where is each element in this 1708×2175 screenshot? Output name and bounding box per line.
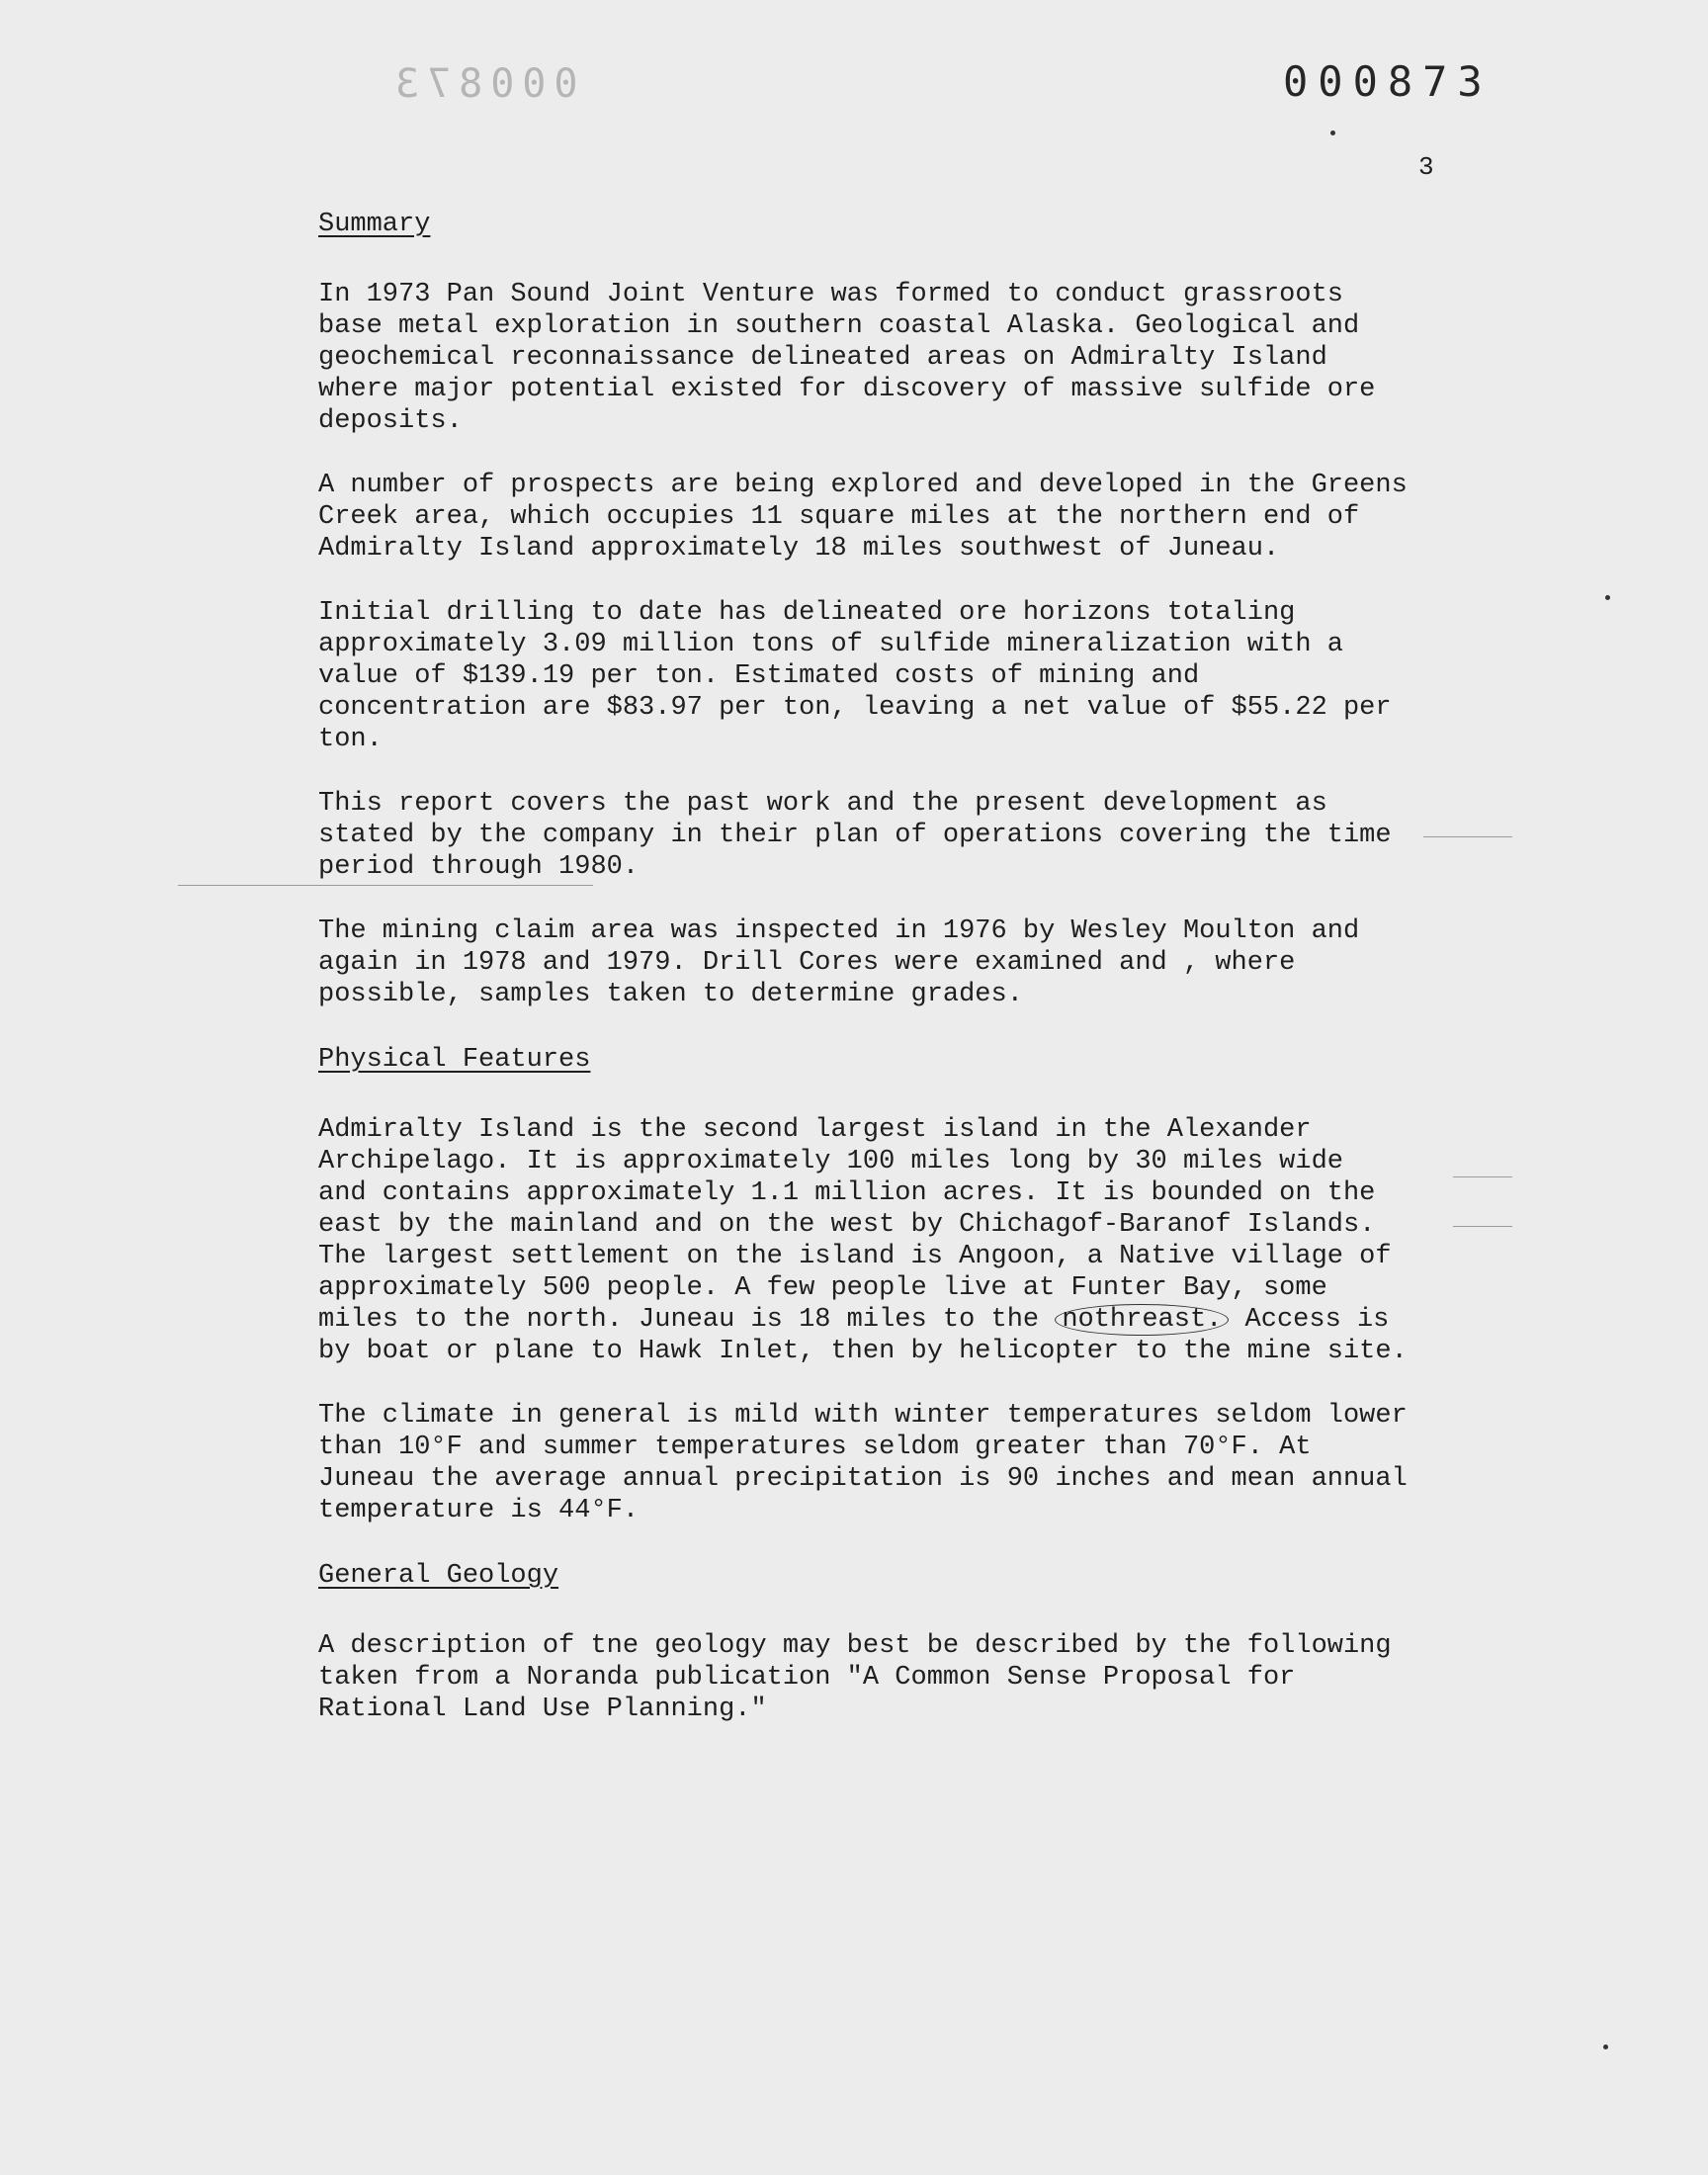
- page-number: 3: [1418, 152, 1434, 182]
- scan-artifact-line: [1453, 1176, 1512, 1177]
- bates-number: 000873: [1283, 57, 1493, 106]
- paragraph-text: Admiralty Island is the second largest island in the Alexander Archipelago. It is approximately 100 miles long by 30 miles wide and contains approximately 1.1 million acres. It is bounded on the east by the mainland and on the west by Chichagof-Baranof Islands. The largest settlement on the island is Angoon, a Native village of approximately 500 people. A few people live at Funter Bay, some miles to the north. Juneau is 18 miles to the: [318, 1115, 1392, 1335]
- document-body: [318, 208, 1435, 1758]
- summary-paragraph-2: A number of prospects are being explored and developed in the Greens Creek area, which occupies 11 square miles at the northern end of Admiralty Island approximately 18 miles southwest of Juneau.: [318, 471, 1408, 564]
- scan-speck: [1603, 2044, 1608, 2049]
- scan-speck: [1330, 130, 1335, 135]
- paragraph-text: Access is by boat or plane to Hawk Inlet, then by helicopter to the mine site.: [318, 1305, 1408, 1366]
- circled-word: nothreast.: [1055, 1304, 1229, 1336]
- physical-features-paragraph-1: [318, 1114, 1435, 1367]
- scan-artifact-line: [1453, 1226, 1512, 1227]
- scan-artifact-line: [1423, 836, 1512, 837]
- section-heading-summary: Summary: [318, 210, 431, 239]
- section-heading-general-geology: General Geology: [318, 1561, 559, 1591]
- scan-speck: [1605, 595, 1610, 600]
- section-heading-physical-features: Physical Features: [318, 1045, 591, 1075]
- general-geology-paragraph-1: A description of tne geology may best be described by the following taken from a Noranda publication "A Common Sense Proposal for Rational Land Use Planning.": [318, 1631, 1392, 1724]
- summary-paragraph-4: This report covers the past work and the present development as stated by the company in their plan of operations covering the time period through 1980.: [318, 789, 1392, 882]
- bates-number-bleedthrough: 000873: [387, 61, 578, 107]
- physical-features-paragraph-2: The climate in general is mild with winter temperatures seldom lower than 10°F and summer temperatures seldom greater than 70°F. At Juneau the average annual precipitation is 90 inches and mean annual temperature is 44°F.: [318, 1401, 1408, 1525]
- summary-paragraph-1: In 1973 Pan Sound Joint Venture was formed to conduct grassroots base metal exploration in southern coastal Alaska. Geological and geochemical reconnaissance delineated areas on Admiralty Island where major potential existed for discovery of massive sulfide ore deposits.: [318, 280, 1376, 436]
- summary-paragraph-5: The mining claim area was inspected in 1976 by Wesley Moulton and again in 1978 and 1979. Drill Cores were examined and , where possible, samples taken to determine grades.: [318, 916, 1360, 1009]
- summary-paragraph-3: Initial drilling to date has delineated ore horizons totaling approximately 3.09 million tons of sulfide mineralization with a value of $139.19 per ton. Estimated costs of mining and concentration are $83.97 per ton, leaving a net value of $55.22 per ton.: [318, 598, 1392, 754]
